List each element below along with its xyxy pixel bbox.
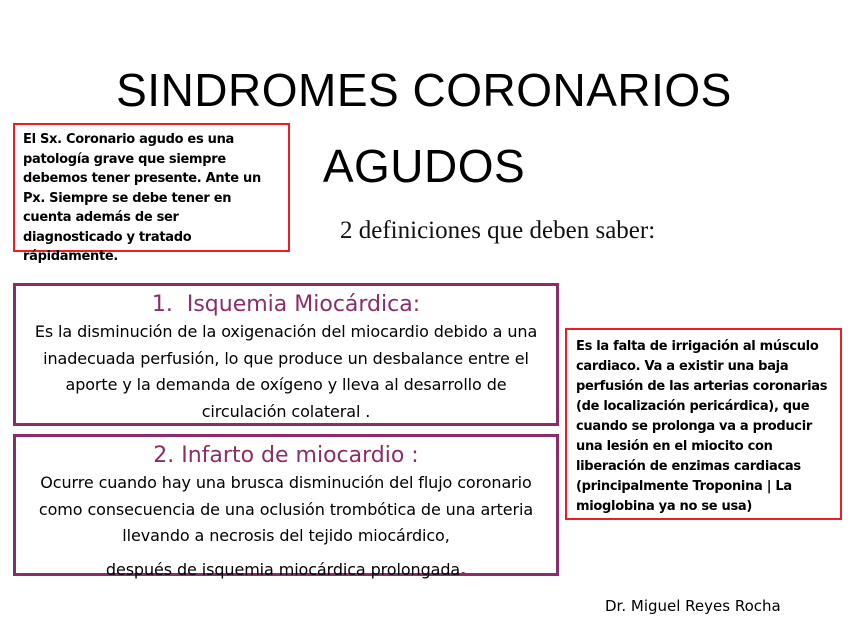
definition-heading-infarto: 2. Infarto de miocardio :	[153, 443, 419, 468]
definition-heading-isquemia	[16, 291, 556, 319]
definition-number: 1.	[151, 292, 173, 317]
definition-body-isquemia: Es la disminución de la oxigenación del miocardio debido a una inadecuada perfusión, lo que produce un desbalance entre el aporte y la demanda de oxígeno y lleva al desarrollo de circulación colateral .	[34, 322, 538, 421]
side-note-text: Es la falta de irrigación al músculo cardiaco. Va a existir una baja perfusión de las arterias coronarias (de localización pericárdica), que cuando se prolonga va a producir una lesión en el miocito con liberación de enzimas cardiacas (principalmente Troponina | La mioglobina ya no se usa)	[576, 339, 828, 514]
definition-body-infarto	[22, 470, 550, 583]
subtitle: 2 definiciones que deben saber:	[340, 217, 656, 244]
definition-box-infarto	[13, 434, 559, 579]
definition-body-infarto-end: .	[460, 559, 467, 579]
side-note-box	[565, 328, 842, 520]
definition-title: Isquemia Miocárdica:	[186, 292, 421, 317]
definition-body-infarto-line-2	[22, 557, 550, 584]
intro-note-box	[13, 123, 290, 264]
intro-note-text: El Sx. Coronario agudo es una patología grave que siempre debemos tener presente. Ante un Px. Siempre se debe tener en cuenta además de ser diagnosticado y tratado rápidamente.	[23, 132, 261, 264]
author-signature: Dr. Miguel Reyes Rocha	[605, 597, 781, 615]
definition-box-isquemia	[13, 283, 559, 426]
page-title-line-2-text: AGUDOS	[322, 140, 526, 192]
definition-body-infarto-line-2-text: después de isquemia miocárdica prolongada	[105, 559, 461, 579]
page-title-line-1: SINDROMES CORONARIOS	[116, 64, 732, 116]
definition-body-infarto-line-1: Ocurre cuando hay una brusca disminución del flujo coronario como consecuencia de una oclusión trombótica de una arteria llevando a necrosis del tejido miocárdico,	[38, 473, 534, 545]
